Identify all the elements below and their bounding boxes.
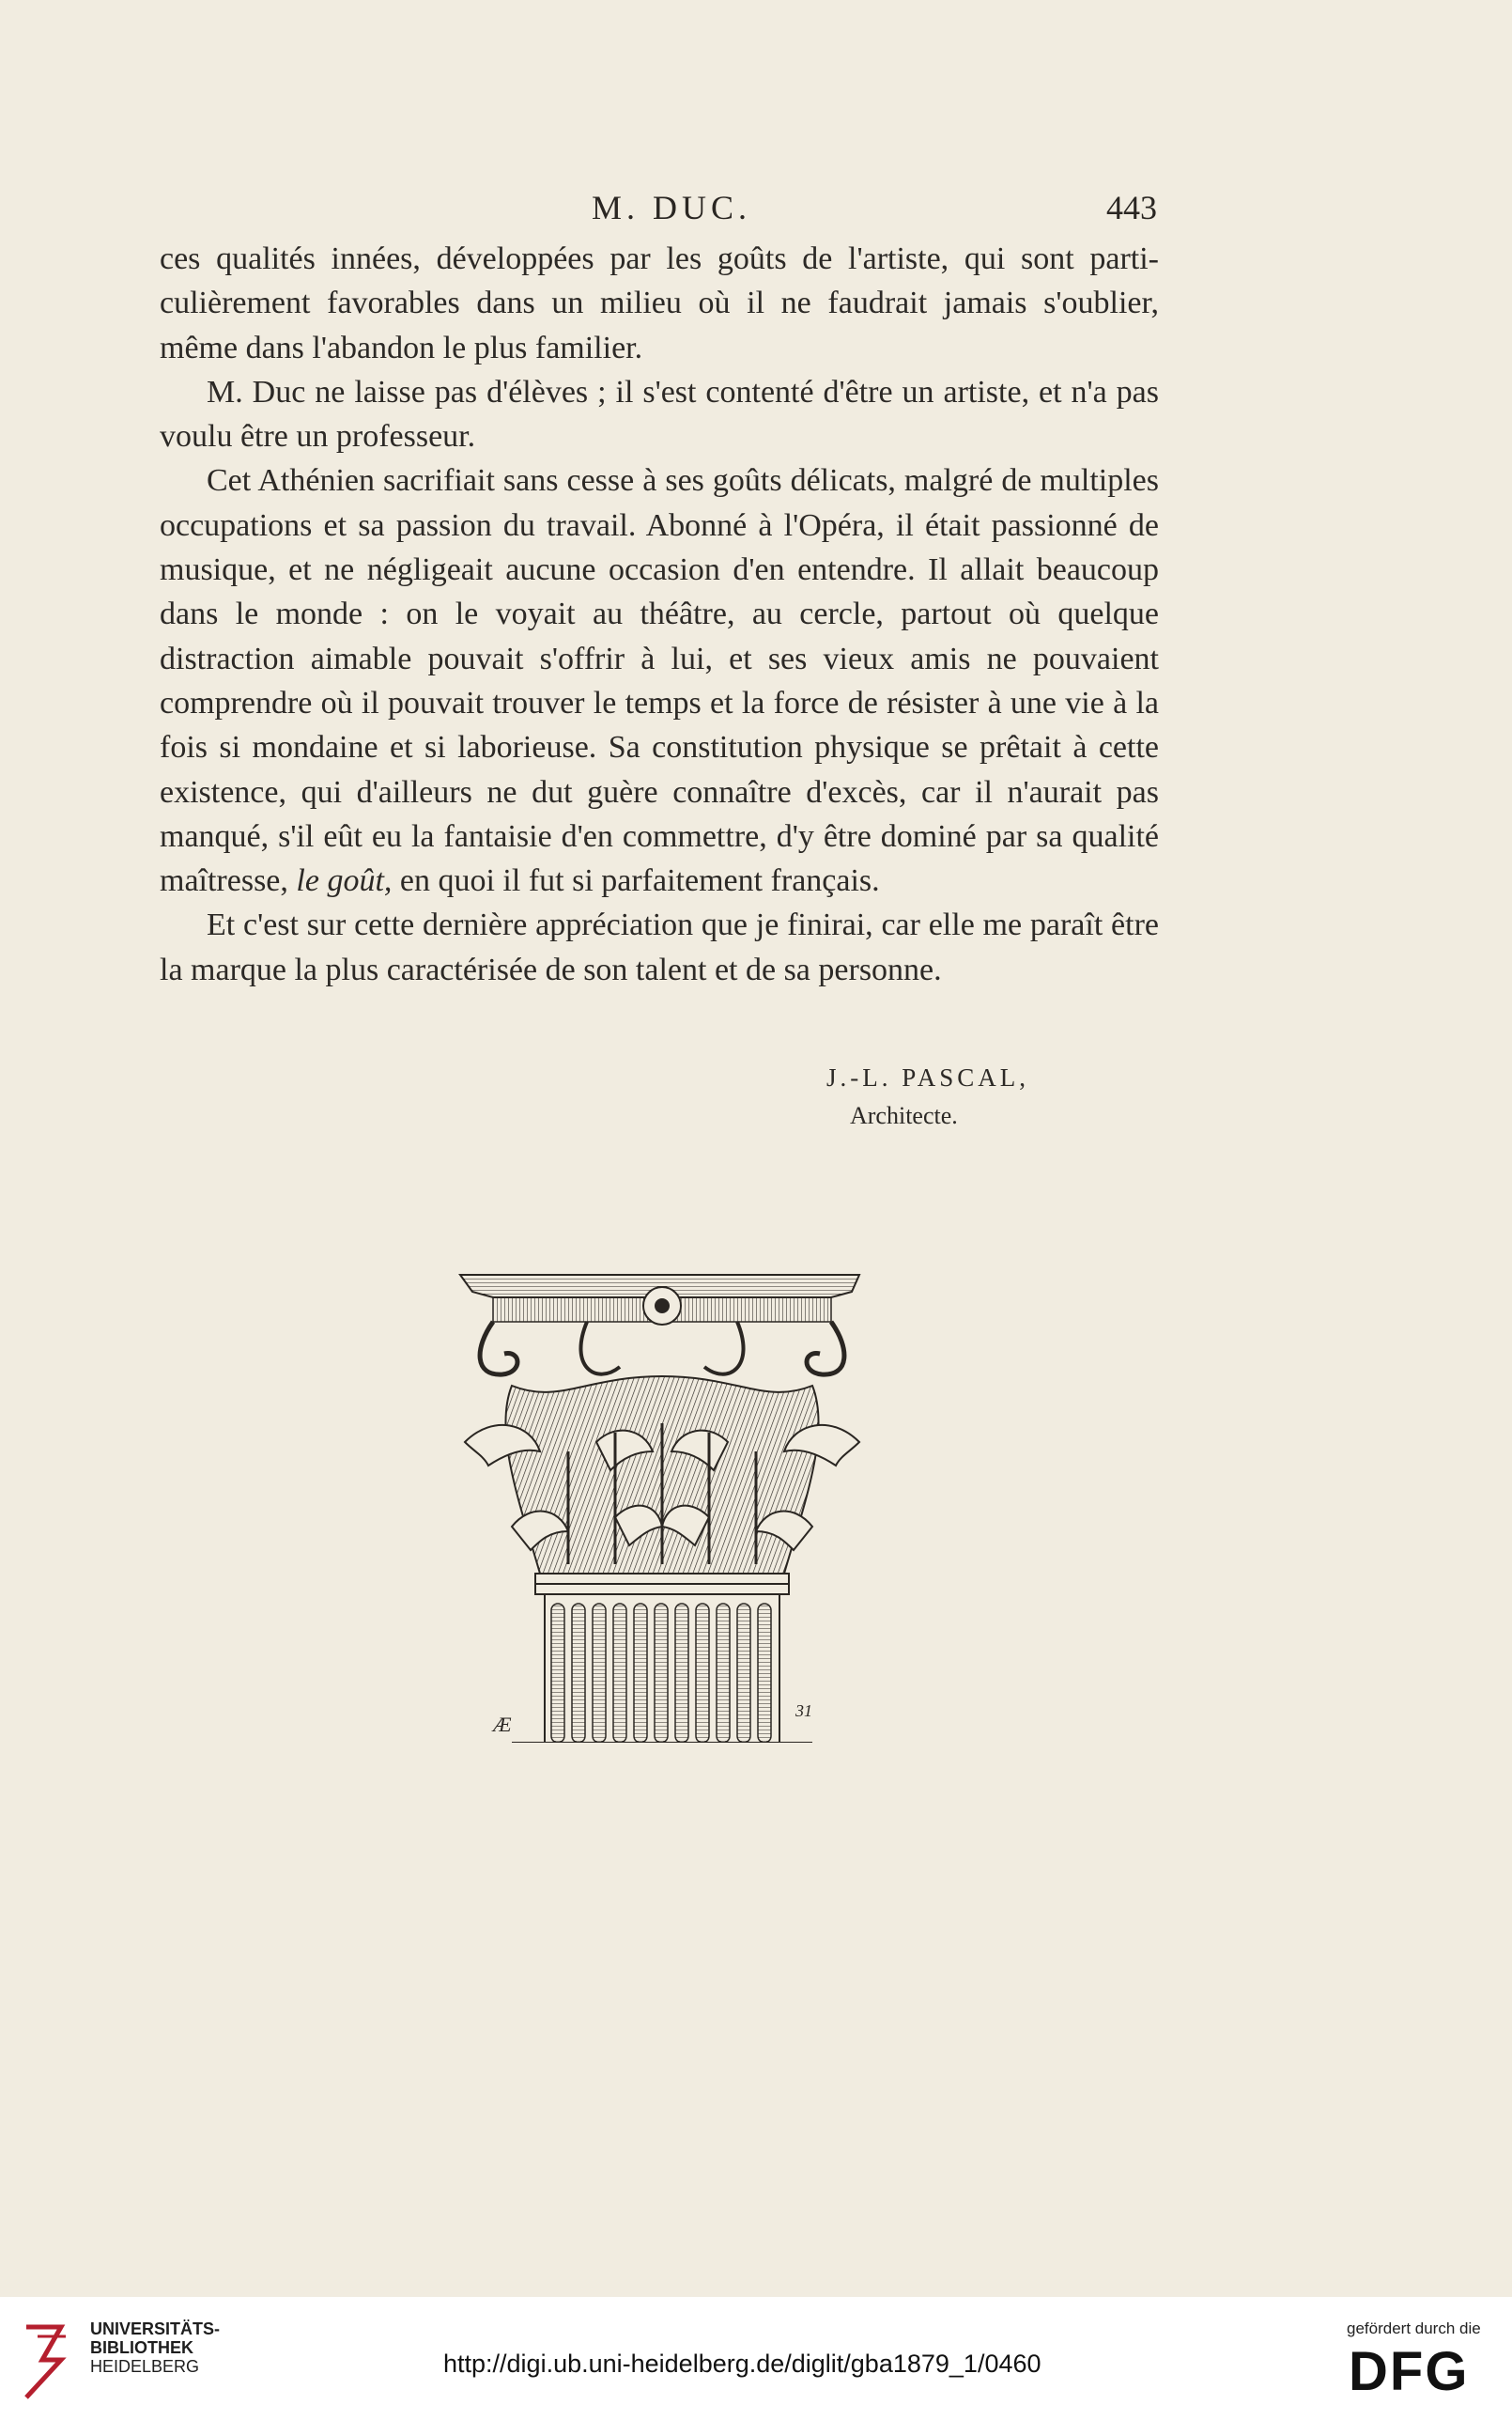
university-library-logo-icon [19, 2318, 85, 2402]
paragraph-2: M. Duc ne laisse pas d'élèves ; il s'est contenté d'être un artiste, et n'a pas voulu être un professeur. [160, 374, 1159, 455]
permalink-url[interactable]: http://digi.ub.uni-heidelberg.de/diglit/gba1879_1/0460 [443, 2350, 1041, 2378]
body-text [160, 237, 1159, 992]
corinthian-capital-engraving [455, 1264, 869, 1743]
engraver-mark: Æ [493, 1713, 512, 1736]
running-title: M. DUC. [592, 189, 752, 226]
page-number: 443 [1106, 189, 1157, 226]
signature-name: J.-L. PASCAL, [826, 1063, 1030, 1092]
library-line-3: HEIDELBERG [90, 2357, 200, 2376]
paragraph-3 [160, 458, 1159, 903]
plate-mark: 31 [795, 1701, 812, 1720]
funded-by-label: gefördert durch die [1347, 2319, 1481, 2337]
paragraph-3-end: en quoi il fut si parfaitement français. [399, 863, 880, 899]
dfg-logo: DFG [1349, 2341, 1470, 2402]
library-name [90, 2319, 220, 2376]
paragraph-1: ces qualités innées, développées par les goûts de l'artiste, qui sont particulièrement favorables dans un milieu où il ne faudrait jamais s'oublier, même dans l'abandon le plus familier. [160, 241, 1159, 365]
footer-bar [0, 2297, 1512, 2420]
emphasis-le-gout: le goût, [296, 863, 393, 899]
library-line-1: UNIVERSITÄTS- [90, 2319, 221, 2338]
paragraph-3-start: Cet Athénien sacrifiait sans cesse à ses goûts délicats, malgré de multiples occupations et sa passion du travail. Abonné à l'Opéra, il était passionné de musique, et ne négligeait aucune occasion d'en entendre. Il allait beaucoup dans le monde : on le voyait au théâtre, au cercle, partout où quelque distraction aimable pouvait s'offrir à lui, et ses vieux amis ne pouvaient comprendre où il pouvait trouver le temps et la force de résister à une vie à la fois si mondaine et si laborieuse. Sa constitution physique se prêtait à cette existence, qui d'ailleurs ne dut guère connaître d'excès, car il n'aurait pas manqué, s'il eût eu la fantaisie d'en commettre, d'y être dominé par sa qualité maîtresse, [160, 463, 1159, 899]
signature-role: Architecte. [850, 1102, 958, 1129]
running-head [0, 188, 1512, 235]
paragraph-4: Et c'est sur cette dernière appréciation que je finirai, car elle me paraît être la marque la plus caractérisée de son talent et de sa personne. [160, 908, 1159, 987]
library-line-2: BIBLIOTHEK [90, 2338, 193, 2357]
